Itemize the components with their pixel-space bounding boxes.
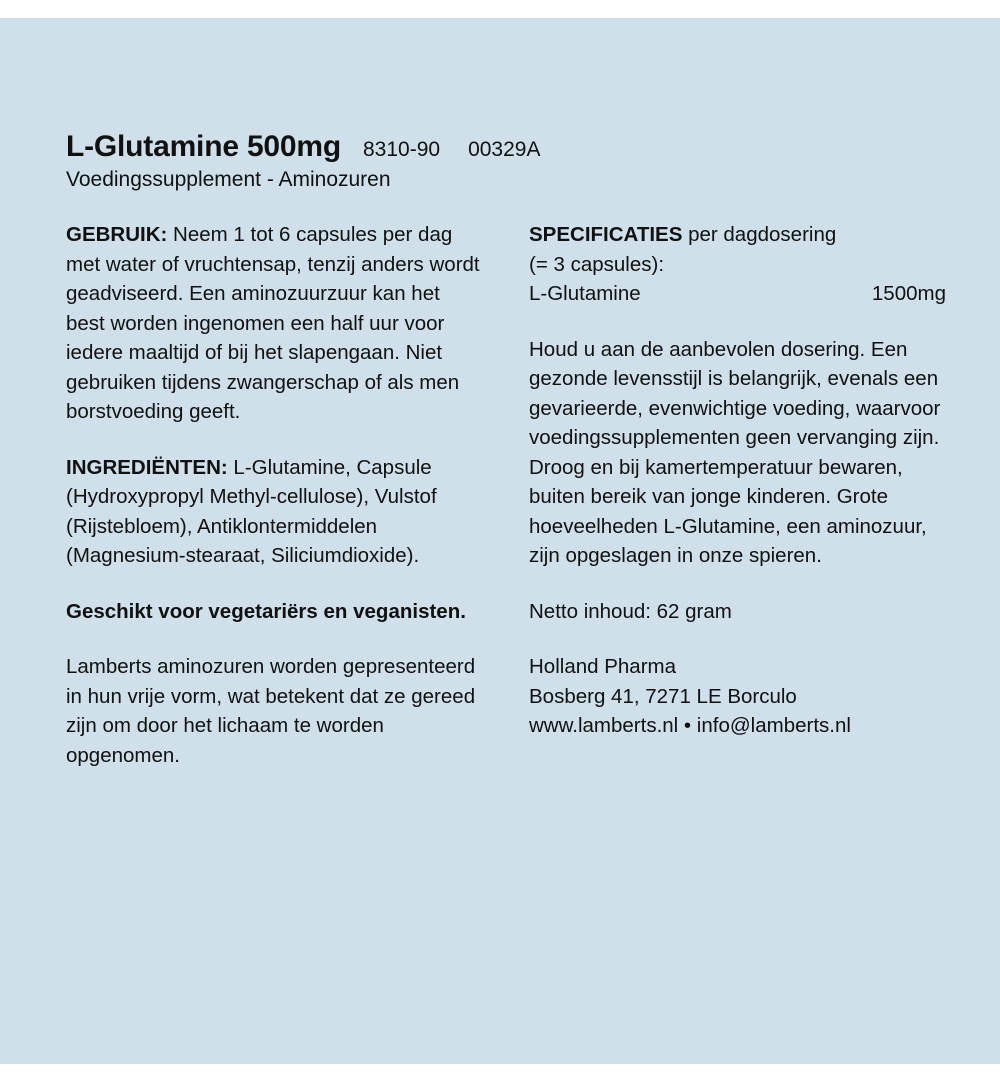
- net-content: Netto inhoud: 62 gram: [529, 599, 732, 623]
- usage-paragraph: [66, 220, 483, 427]
- company-name: Holland Pharma: [529, 655, 676, 679]
- product-title: L-Glutamine 500mg: [66, 130, 341, 163]
- company-contact: www.lamberts.nl • info@lamberts.nl: [529, 714, 851, 738]
- ingredients-text: L-Glutamine, Capsule (Hydroxypropyl Methyl-cellulose), Vulstof (Rijstebloem), Antiklontermiddelen (Magnesium-stearaat, Siliciumdioxide).: [66, 455, 437, 568]
- usage-heading: GEBRUIK:: [66, 223, 168, 246]
- label-columns: [66, 220, 946, 770]
- vegetarian-note: Geschikt voor vegetariërs en veganisten.: [66, 599, 466, 623]
- company-address: Bosberg 41, 7271 LE Borculo: [529, 684, 797, 708]
- spec-subheading: (= 3 capsules):: [529, 252, 665, 276]
- title-row: [66, 130, 946, 164]
- free-form-text: Lamberts aminozuren worden gepresenteerd in hun vrije vorm, wat betekent dat ze gereed zijn om door het lichaam te worden opgenomen.: [66, 655, 476, 767]
- spec-row-name: L-Glutamine: [529, 282, 641, 306]
- product-code-2: 00329A: [468, 138, 541, 161]
- spec-row-amount: 1500mg: [871, 282, 946, 306]
- product-subtitle: Voedingssupplement - Aminozuren: [66, 168, 391, 191]
- label-header: [66, 130, 946, 192]
- left-column: [66, 220, 483, 770]
- spec-heading-rest: per dagdosering: [682, 223, 837, 246]
- product-code-1: 8310-90: [363, 138, 441, 161]
- spec-heading-line: [529, 220, 946, 250]
- label-content: [66, 130, 946, 770]
- spec-heading: SPECIFICATIES: [529, 223, 683, 246]
- usage-text: Neem 1 tot 6 capsules per dag met water of vruchtensap, tenzij anders wordt geadviseerd. Een aminozuurzuur kan het best worden ingenomen een half uur voor iedere maaltijd of bij het slapengaan. Niet gebruiken tijdens zwangerschap of als men borstvoeding geeft.: [66, 223, 480, 424]
- spacer: [529, 309, 946, 335]
- company-block: [529, 652, 946, 741]
- right-column: [529, 220, 946, 770]
- spec-row: [529, 279, 946, 309]
- advice-text: Houd u aan de aanbevolen dosering. Een gezonde levensstijl is belangrijk, evenals een gevarieerde, evenwichtige voeding, waarvoor voedingssupplementen geen vervanging zijn. Droog en bij kamertemperatuur bewaren, buiten bereik van jonge kinderen. Grote hoeveelheden L-Glutamine, een aminozuur, zijn opgeslagen in onze spieren.: [529, 337, 941, 568]
- ingredients-paragraph: [66, 453, 483, 571]
- ingredients-heading: INGREDIËNTEN:: [66, 455, 228, 479]
- product-label: [0, 18, 1000, 1064]
